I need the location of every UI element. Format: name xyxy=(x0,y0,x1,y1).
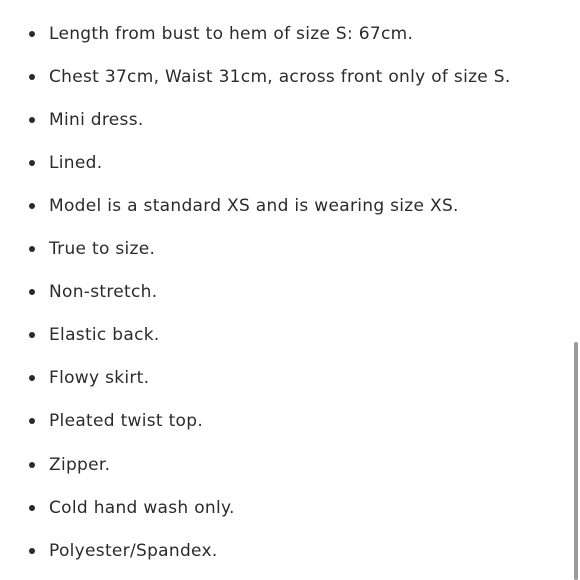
bullet-icon xyxy=(29,289,35,295)
list-item xyxy=(0,277,566,307)
bullet-icon xyxy=(29,505,35,511)
bullet-icon xyxy=(29,332,35,338)
list-item xyxy=(0,19,566,49)
list-item-text: Polyester/Spandex. xyxy=(49,541,218,561)
list-item xyxy=(0,493,566,523)
list-item xyxy=(0,148,566,178)
list-item-text: Non-stretch. xyxy=(49,282,158,302)
list-item xyxy=(0,191,566,221)
list-item xyxy=(0,363,566,393)
list-item xyxy=(0,320,566,350)
list-item-text: Model is a standard XS and is wearing size XS. xyxy=(49,196,459,216)
bullet-icon xyxy=(29,548,35,554)
list-item xyxy=(0,234,566,264)
vertical-scrollbar[interactable] xyxy=(570,0,580,580)
list-item-text: Length from bust to hem of size S: 67cm. xyxy=(49,24,414,44)
list-item xyxy=(0,406,566,436)
scrollbar-thumb[interactable] xyxy=(574,342,578,580)
bullet-icon xyxy=(29,375,35,381)
list-item-text: Lined. xyxy=(49,153,103,173)
bullet-icon xyxy=(29,31,35,37)
list-item-text: Flowy skirt. xyxy=(49,368,150,388)
list-item xyxy=(0,450,566,480)
list-item xyxy=(0,536,566,566)
list-item-text: Chest 37cm, Waist 31cm, across front only of size S. xyxy=(49,67,511,87)
list-item-text: True to size. xyxy=(49,239,156,259)
bullet-icon xyxy=(29,160,35,166)
bullet-icon xyxy=(29,462,35,468)
bullet-icon xyxy=(29,203,35,209)
bullet-icon xyxy=(29,74,35,80)
bullet-icon xyxy=(29,117,35,123)
bullet-icon xyxy=(29,246,35,252)
list-item-text: Mini dress. xyxy=(49,110,144,130)
list-item-text: Zipper. xyxy=(49,455,111,475)
list-item-text: Pleated twist top. xyxy=(49,411,204,431)
list-item-text: Cold hand wash only. xyxy=(49,498,235,518)
list-item-text: Elastic back. xyxy=(49,325,160,345)
list-item xyxy=(0,62,566,92)
bullet-icon xyxy=(29,418,35,424)
list-item xyxy=(0,105,566,135)
